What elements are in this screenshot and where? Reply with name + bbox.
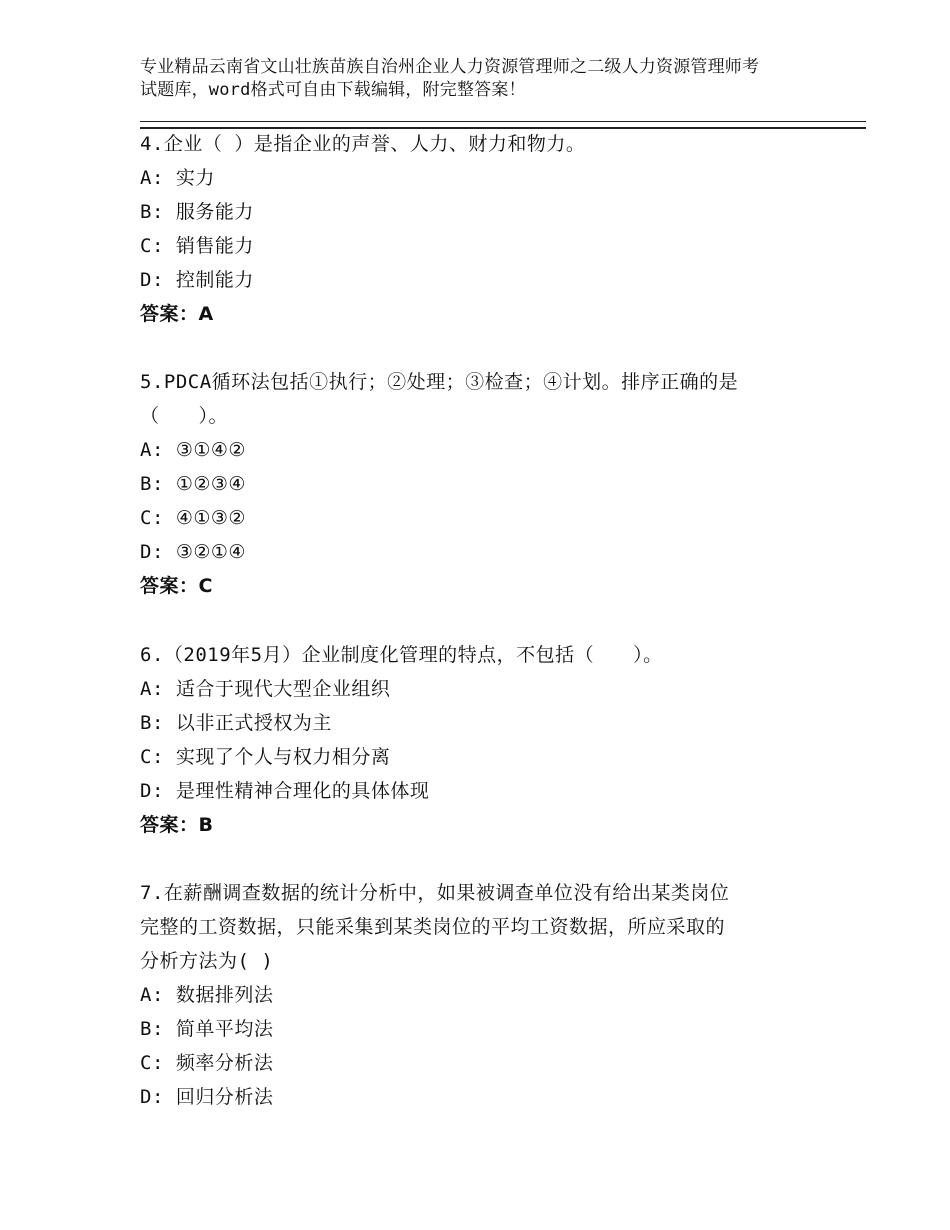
question-7 bbox=[140, 876, 830, 1114]
option-c: C: 频率分析法 bbox=[140, 1052, 274, 1074]
question-stem-continued: 完整的工资数据，只能采集到某类岗位的平均工资数据，所应采取的 bbox=[140, 916, 726, 938]
question-stem: 7.在薪酬调查数据的统计分析中，如果被调查单位没有给出某类岗位 bbox=[140, 882, 730, 904]
option-d: D: 是理性精神合理化的具体体现 bbox=[140, 780, 430, 802]
answer-label: 答案：B bbox=[140, 814, 214, 836]
question-stem: 5.PDCA循环法包括①执行；②处理；③检查；④计划。排序正确的是 bbox=[140, 371, 739, 393]
header-line-2: 试题库，word格式可自由下载编辑，附完整答案！ bbox=[140, 80, 526, 100]
option-d: D: 控制能力 bbox=[140, 269, 254, 291]
question-4 bbox=[140, 127, 830, 331]
question-stem-continued: （ ）。 bbox=[140, 405, 229, 427]
answer-label: 答案：A bbox=[140, 303, 214, 325]
option-a: A: 数据排列法 bbox=[140, 984, 274, 1006]
answer-label: 答案：C bbox=[140, 575, 213, 597]
option-b: B: ①②③④ bbox=[140, 473, 246, 495]
option-b: B: 以非正式授权为主 bbox=[140, 712, 332, 734]
option-c: C: 实现了个人与权力相分离 bbox=[140, 746, 391, 768]
question-stem: 6.（2019年5月）企业制度化管理的特点，不包括（ ）。 bbox=[140, 644, 663, 666]
option-b: B: 简单平均法 bbox=[140, 1018, 274, 1040]
question-stem-continued: 分析方法为( ) bbox=[140, 950, 274, 972]
header-line-1: 专业精品云南省文山壮族苗族自治州企业人力资源管理师之二级人力资源管理师考 bbox=[140, 57, 760, 77]
option-a: A: ③①④② bbox=[140, 439, 246, 461]
question-5 bbox=[140, 365, 830, 603]
document-header bbox=[140, 56, 830, 102]
option-a: A: 实力 bbox=[140, 167, 215, 189]
option-c: C: 销售能力 bbox=[140, 235, 254, 257]
option-d: D: 回归分析法 bbox=[140, 1086, 274, 1108]
question-6 bbox=[140, 638, 830, 842]
option-d: D: ③②①④ bbox=[140, 541, 246, 563]
option-a: A: 适合于现代大型企业组织 bbox=[140, 678, 391, 700]
option-b: B: 服务能力 bbox=[140, 201, 254, 223]
question-stem: 4.企业（ ）是指企业的声誉、人力、财力和物力。 bbox=[140, 133, 586, 155]
option-c: C: ④①③② bbox=[140, 507, 246, 529]
